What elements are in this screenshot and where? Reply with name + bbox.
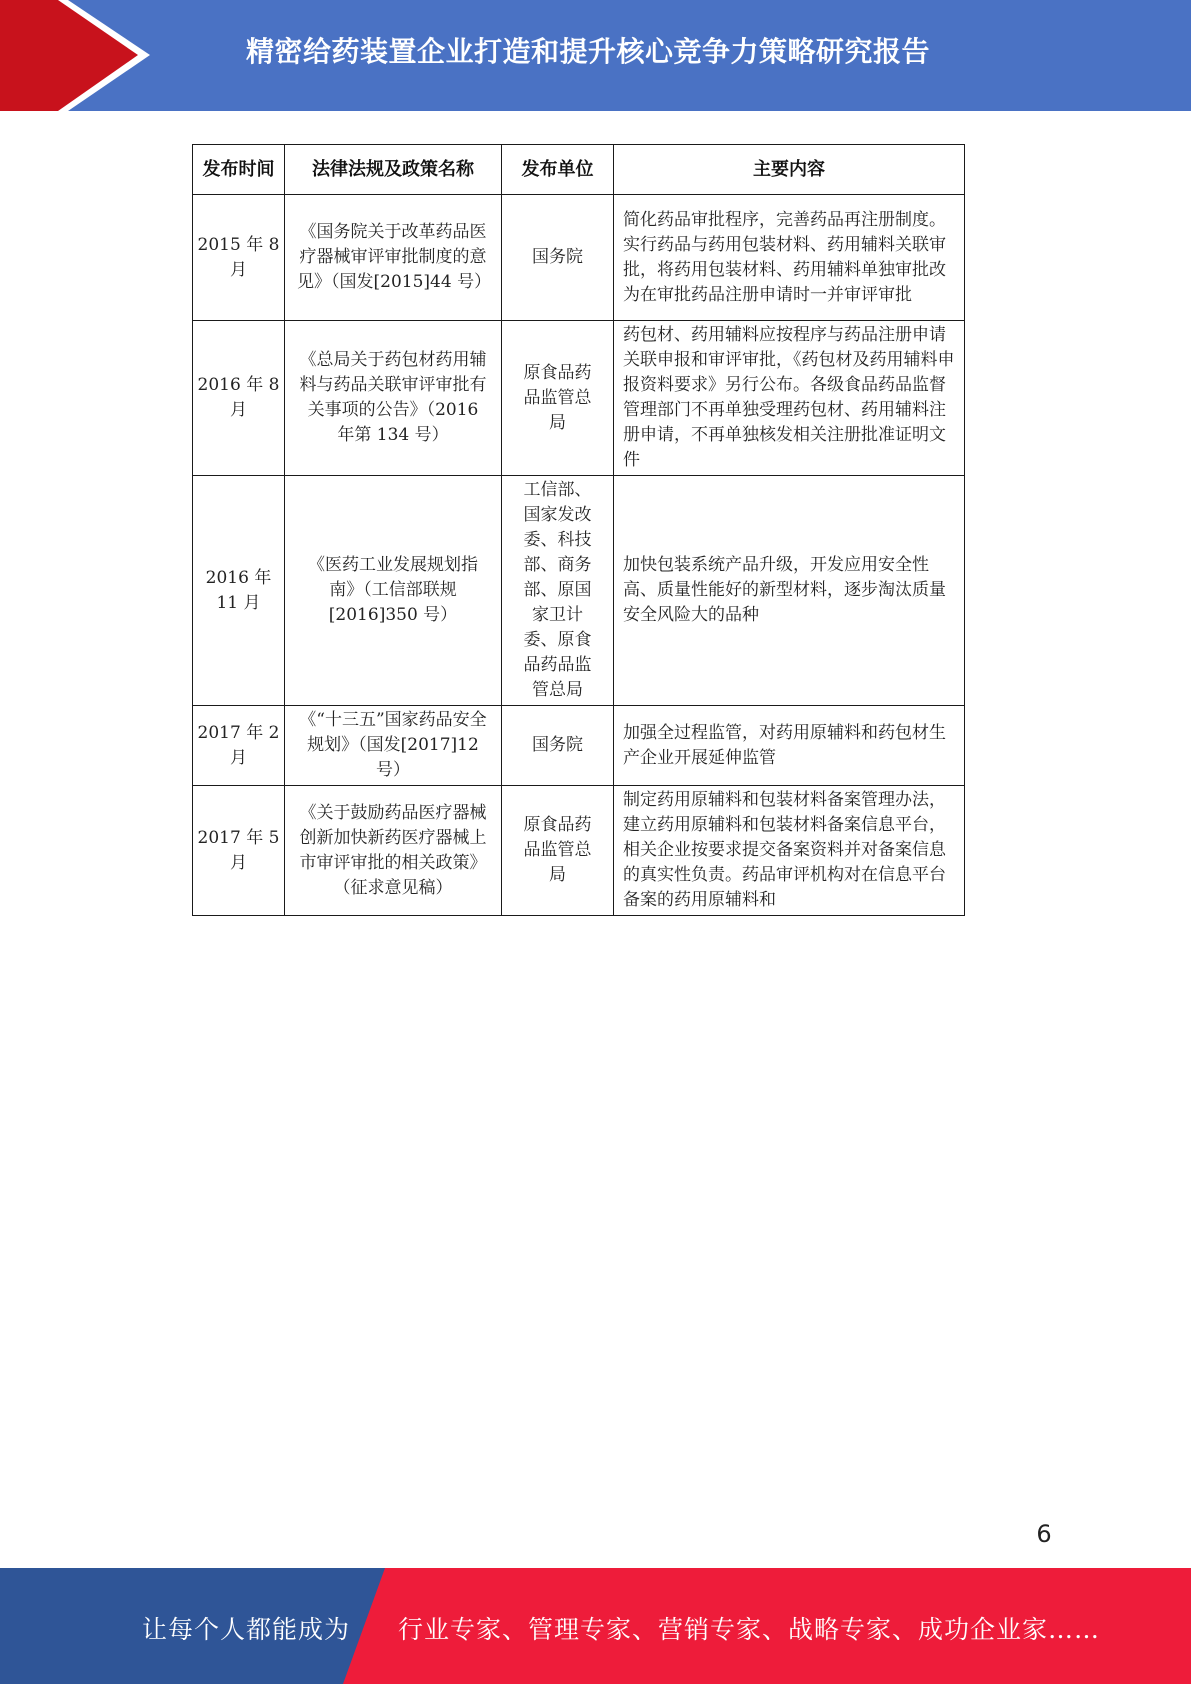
table-header-row <box>193 145 965 195</box>
cell-time: 2016 年 11 月 <box>193 476 285 706</box>
cell-unit: 原食品药品监管总局 <box>502 321 614 476</box>
page-number: 6 <box>1036 1520 1052 1548</box>
cell-time: 2015 年 8 月 <box>193 195 285 321</box>
header-unit: 发布单位 <box>502 145 614 195</box>
table-row <box>193 476 965 706</box>
cell-content: 制定药用原辅料和包装材料备案管理办法，建立药用原辅料和包装材料备案信息平台，相关企业按要求提交备案资料并对备案信息的真实性负责。药品审评机构对在信息平台备案的药用原辅料和 <box>614 786 965 916</box>
report-title: 精密给药装置企业打造和提升核心竞争力策略研究报告 <box>246 35 931 68</box>
footer-slogan-right: 行业专家、管理专家、营销专家、战略专家、成功企业家…… <box>398 1615 1101 1644</box>
table-row <box>193 321 965 476</box>
cell-unit: 国务院 <box>502 706 614 786</box>
cell-name: 《国务院关于改革药品医疗器械审评审批制度的意见》（国发[2015]44 号） <box>285 195 502 321</box>
table-row <box>193 195 965 321</box>
header-red-chevron-icon <box>0 0 150 111</box>
table-row <box>193 786 965 916</box>
cell-time: 2017 年 2 月 <box>193 706 285 786</box>
page-footer <box>0 1568 1191 1684</box>
cell-time: 2016 年 8 月 <box>193 321 285 476</box>
policy-table <box>192 144 965 916</box>
cell-name: 《关于鼓励药品医疗器械创新加快新药医疗器械上市审评审批的相关政策》（征求意见稿） <box>285 786 502 916</box>
cell-content: 加强全过程监管，对药用原辅料和药包材生产企业开展延伸监管 <box>614 706 965 786</box>
cell-content: 加快包装系统产品升级，开发应用安全性高、质量性能好的新型材料，逐步淘汰质量安全风险大的品种 <box>614 476 965 706</box>
cell-name: 《总局关于药包材药用辅料与药品关联审评审批有关事项的公告》（2016 年第 134 号） <box>285 321 502 476</box>
table-row <box>193 706 965 786</box>
policy-table-container <box>192 144 964 916</box>
header-content: 主要内容 <box>614 145 965 195</box>
cell-time: 2017 年 5 月 <box>193 786 285 916</box>
page-header <box>0 0 1191 111</box>
header-name: 法律法规及政策名称 <box>285 145 502 195</box>
cell-content: 简化药品审批程序，完善药品再注册制度。实行药品与药用包装材料、药用辅料关联审批，将药用包装材料、药用辅料单独审批改为在审批药品注册申请时一并审评审批 <box>614 195 965 321</box>
footer-slogan-left: 让每个人都能成为 <box>142 1615 351 1644</box>
cell-content: 药包材、药用辅料应按程序与药品注册申请关联申报和审评审批，《药包材及药用辅料申报资料要求》另行公布。各级食品药品监督管理部门不再单独受理药包材、药用辅料注册申请，不再单独核发相关注册批准证明文件 <box>614 321 965 476</box>
cell-unit: 工信部、国家发改委、科技部、商务部、原国家卫计委、原食品药品监管总局 <box>502 476 614 706</box>
cell-unit: 原食品药品监管总局 <box>502 786 614 916</box>
cell-name: 《医药工业发展规划指南》（工信部联规[2016]350 号） <box>285 476 502 706</box>
cell-unit: 国务院 <box>502 195 614 321</box>
header-time: 发布时间 <box>193 145 285 195</box>
cell-name: 《“十三五”国家药品安全规划》（国发[2017]12 号） <box>285 706 502 786</box>
